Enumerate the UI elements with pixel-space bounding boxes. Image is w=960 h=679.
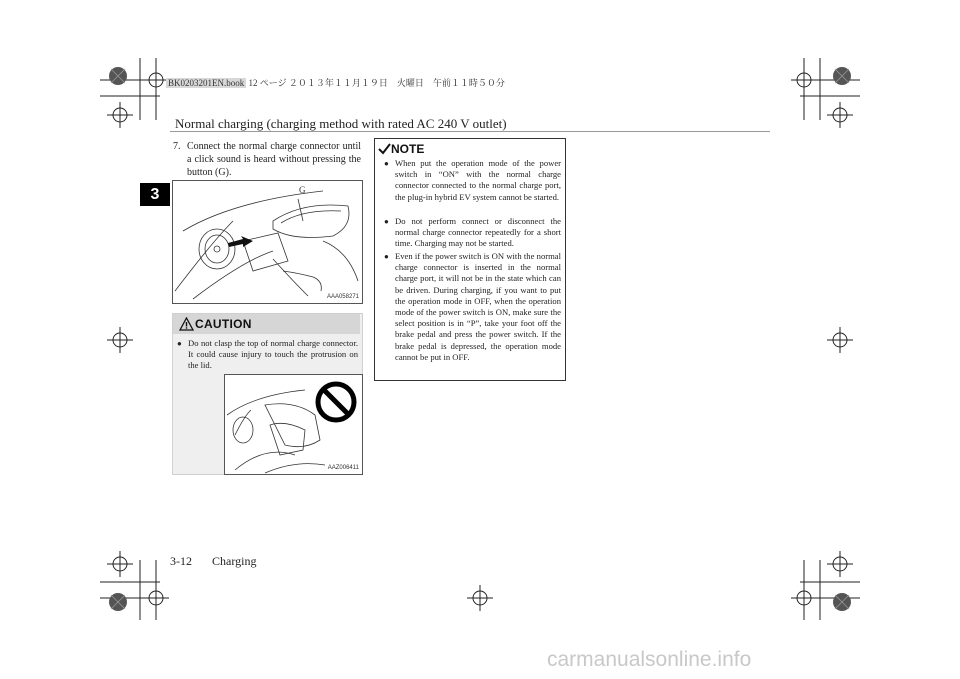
watermark: carmanualsonline.info bbox=[547, 648, 752, 671]
warning-triangle-icon bbox=[179, 317, 194, 331]
caution-item-text: Do not clasp the top of normal charge connector. It could cause injury to touch the protrusion on the lid. bbox=[188, 338, 358, 370]
bullet-icon: ● bbox=[384, 217, 389, 226]
note-item-2 bbox=[384, 216, 561, 250]
note-item-1 bbox=[384, 158, 561, 203]
print-header-date: ２０１３年１１月１９日 火曜日 午前１１時５０分 bbox=[288, 78, 505, 88]
callout-g: G bbox=[299, 185, 306, 195]
step-number: 7. bbox=[173, 141, 181, 152]
caution-item bbox=[177, 338, 358, 371]
note-item-text: Do not perform connect or disconnect the normal charge connector repeatedly for a short time. Charging may not be started. bbox=[395, 216, 561, 249]
note-checkmark-icon bbox=[378, 142, 391, 155]
footer-section: Charging bbox=[212, 554, 257, 568]
caution-title: CAUTION bbox=[195, 317, 252, 331]
bullet-icon: ● bbox=[177, 339, 182, 348]
bullet-icon: ● bbox=[384, 252, 389, 261]
note-item-text: Even if the power switch is ON with the normal charge connector is inserted in the normal charge port, it will not be in the state which can be driven. During charging, if you want to put the operation mode in OFF, when the operation mode of the power switch is ON, make sure the select position is in “P”, take your foot off the brake pedal and press the power switch. If the brake pedal is depressed, the operation mode cannot be put in OFF. bbox=[395, 251, 561, 362]
note-item-3 bbox=[384, 251, 561, 363]
chapter-tab: 3 bbox=[140, 183, 170, 206]
prohibited-icon bbox=[315, 381, 357, 423]
header-rule bbox=[170, 131, 770, 132]
note-item-text: When put the operation mode of the power switch in “ON” with the normal charge connector connected to the normal charge port, the plug-in hybrid EV system cannot be started. bbox=[395, 158, 561, 202]
print-header bbox=[166, 76, 505, 89]
figure2-code: AAZ006411 bbox=[327, 465, 359, 471]
bullet-icon: ● bbox=[384, 159, 389, 168]
page-number: 3-12 bbox=[170, 554, 192, 568]
print-header-page: 12 ページ bbox=[248, 78, 287, 88]
page-footer bbox=[170, 554, 256, 569]
note-title: NOTE bbox=[391, 142, 425, 156]
step-7 bbox=[173, 140, 361, 179]
figure-prohibited-grip bbox=[224, 374, 363, 475]
print-header-file: BK0203201EN.book bbox=[168, 78, 245, 88]
figure1-code: AAA058271 bbox=[326, 294, 359, 300]
charge-port-illustration bbox=[173, 181, 362, 303]
figure-charge-connector bbox=[172, 180, 363, 304]
step-text: Connect the normal charge connector until a click sound is heard without pressing the button (G). bbox=[187, 141, 361, 178]
section-title: Normal charging (charging method with rated AC 240 V outlet) bbox=[175, 116, 507, 131]
